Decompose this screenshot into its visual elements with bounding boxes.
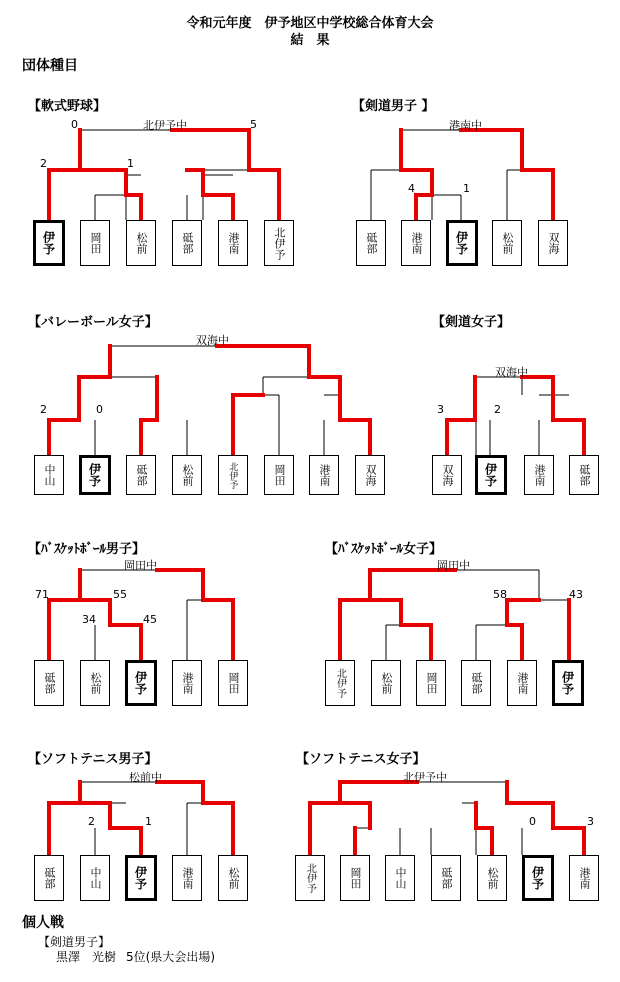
winner-label: 港南中 <box>449 119 482 132</box>
bracket-title-volleyball-girls: 【バレーボール女子】 <box>28 315 158 330</box>
team-box: 港南 <box>507 660 537 706</box>
team-box-winner: 伊予 <box>446 220 478 266</box>
score-label: 43 <box>569 588 583 601</box>
team-box-winner: 伊予 <box>475 455 507 495</box>
team-events-heading: 団体種目 <box>22 58 78 74</box>
team-box-winner: 伊予 <box>552 660 584 706</box>
team-box: 岡田 <box>416 660 446 706</box>
bracket-softtennis-girls <box>310 782 584 855</box>
team-box: 港南 <box>172 855 202 901</box>
team-box: 中山 <box>385 855 415 901</box>
individual-event: 【剣道男子】 <box>38 935 111 949</box>
score-label: 1 <box>145 815 152 828</box>
team-box-winner: 伊予 <box>79 455 111 495</box>
score-label: 34 <box>82 613 96 626</box>
bracket-basketball-girls <box>340 570 569 660</box>
team-box: 港南 <box>218 220 248 266</box>
score-label: 0 <box>96 403 103 416</box>
winner-label: 双海中 <box>495 366 528 379</box>
team-box: 港南 <box>524 455 554 495</box>
winner-label: 双海中 <box>196 334 229 347</box>
team-box: 砥部 <box>569 455 599 495</box>
bracket-title-kendo-girls: 【剣道女子】 <box>432 315 511 330</box>
team-box: 中山 <box>34 455 64 495</box>
score-label: 3 <box>587 815 594 828</box>
score-label: 45 <box>143 613 157 626</box>
individual-name: 黒澤 光樹 <box>56 950 117 964</box>
team-box: 松前 <box>492 220 522 266</box>
bracket-volleyball-girls <box>49 346 370 455</box>
winner-label: 岡田中 <box>437 559 470 572</box>
score-label: 1 <box>127 157 134 170</box>
winner-label: 北伊予中 <box>143 119 187 132</box>
winner-label: 岡田中 <box>124 559 157 572</box>
team-box: 港南 <box>172 660 202 706</box>
team-box: 岡田 <box>80 220 110 266</box>
team-box: 北伊予 <box>295 855 325 901</box>
team-box: 岡田 <box>218 660 248 706</box>
team-box: 中山 <box>80 855 110 901</box>
team-box: 松前 <box>126 220 156 266</box>
team-box: 北伊予 <box>264 220 294 266</box>
score-label: 2 <box>88 815 95 828</box>
score-label: 4 <box>408 182 415 195</box>
score-label: 2 <box>40 157 47 170</box>
team-box: 松前 <box>371 660 401 706</box>
bracket-softball <box>49 130 279 220</box>
bracket-title-softball: 【軟式野球】 <box>28 99 107 114</box>
score-label: 0 <box>71 118 78 131</box>
score-label: 58 <box>493 588 507 601</box>
team-box: 砥部 <box>431 855 461 901</box>
team-box-winner: 伊予 <box>125 855 157 901</box>
score-label: 2 <box>40 403 47 416</box>
bracket-title-softtennis-boys: 【ソフトテニス男子】 <box>28 752 158 767</box>
individual-heading: 個人戦 <box>22 915 64 931</box>
winner-label: 松前中 <box>129 771 162 784</box>
team-box: 砥部 <box>34 660 64 706</box>
bracket-kendo-girls <box>447 377 584 455</box>
team-box: 砥部 <box>34 855 64 901</box>
team-box: 岡田 <box>340 855 370 901</box>
team-box: 港南 <box>309 455 339 495</box>
score-label: 55 <box>113 588 127 601</box>
score-label: 3 <box>437 403 444 416</box>
score-label: 5 <box>250 118 257 131</box>
individual-result: 5位(県大会出場) <box>126 950 215 964</box>
team-box: 松前 <box>172 455 202 495</box>
team-box: 岡田 <box>264 455 294 495</box>
winner-label: 北伊予中 <box>403 771 447 784</box>
bracket-kendo-boys <box>371 130 553 220</box>
team-box: 松前 <box>477 855 507 901</box>
bracket-title-basketball-girls: 【ﾊﾞｽｹｯﾄﾎﾞｰﾙ女子】 <box>325 542 443 557</box>
team-box: 港南 <box>569 855 599 901</box>
score-label: 2 <box>494 403 501 416</box>
team-box-winner: 伊予 <box>522 855 554 901</box>
team-box-winner: 伊予 <box>33 220 65 266</box>
team-box-winner: 伊予 <box>125 660 157 706</box>
bracket-title-basketball-boys: 【ﾊﾞｽｹｯﾄﾎﾞｰﾙ男子】 <box>28 542 146 557</box>
document-title: 令和元年度 伊予地区中学校総合体育大会 <box>186 16 434 31</box>
score-label: 71 <box>35 588 49 601</box>
team-box: 双海 <box>355 455 385 495</box>
bracket-softtennis-boys <box>49 782 233 855</box>
bracket-basketball-boys <box>49 570 233 660</box>
team-box: 港南 <box>401 220 431 266</box>
team-box: 砥部 <box>126 455 156 495</box>
team-box: 北伊予 <box>325 660 355 706</box>
team-box: 松前 <box>218 855 248 901</box>
team-box: 松前 <box>80 660 110 706</box>
team-box: 北伊予 <box>218 455 248 495</box>
team-box: 砥部 <box>172 220 202 266</box>
score-label: 0 <box>529 815 536 828</box>
team-box: 双海 <box>538 220 568 266</box>
team-box: 双海 <box>432 455 462 495</box>
score-label: 1 <box>463 182 470 195</box>
team-box: 砥部 <box>356 220 386 266</box>
bracket-title-kendo-boys: 【剣道男子 】 <box>352 99 435 114</box>
bracket-title-softtennis-girls: 【ソフトテニス女子】 <box>296 752 426 767</box>
team-box: 砥部 <box>461 660 491 706</box>
document-subtitle: 結 果 <box>290 33 330 48</box>
